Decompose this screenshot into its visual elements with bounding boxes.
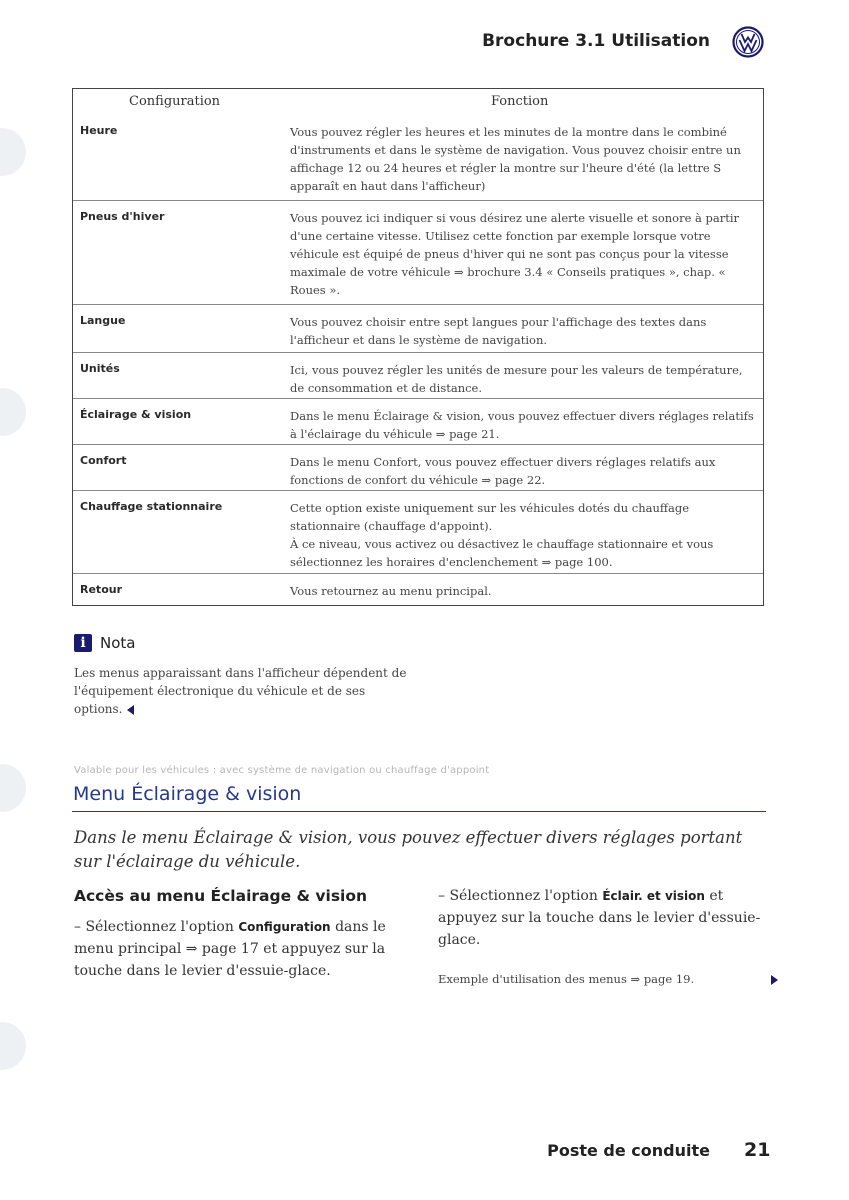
page-number: 21	[744, 1139, 771, 1161]
table-definition: Dans le menu Éclairage & vision, vous pouvez effectuer divers réglages relatifs à l'éclairage du véhicule ⇒ page 21.	[290, 409, 754, 441]
configuration-table	[72, 88, 764, 606]
table-definition: Dans le menu Confort, vous pouvez effectuer divers réglages relatifs aux fonctions de confort du véhicule ⇒ page 22.	[290, 455, 716, 487]
table-term: Confort	[80, 454, 127, 467]
section-title: Menu Éclairage & vision	[73, 783, 302, 805]
table-divider	[73, 398, 763, 399]
table-divider	[73, 490, 763, 491]
table-divider	[73, 573, 763, 574]
table-term: Retour	[80, 583, 123, 596]
step-text: – Sélectionnez l'option	[438, 888, 598, 904]
binder-hole-mark	[0, 128, 26, 176]
info-icon: i	[74, 634, 92, 652]
table-term: Langue	[80, 314, 126, 327]
binder-hole-mark	[0, 1022, 26, 1070]
table-term: Heure	[80, 124, 118, 137]
table-definition-line: Cette option existe uniquement sur les véhicules dotés du chauffage stationnaire (chauffage d'appoint).	[290, 501, 690, 533]
access-heading: Accès au menu Éclairage & vision	[74, 887, 368, 905]
table-term: Unités	[80, 362, 120, 375]
note-body: Les menus apparaissant dans l'afficheur dépendent de l'équipement électronique du véhicule et de ses options.	[74, 666, 407, 716]
step-text: – Sélectionnez l'option	[74, 919, 234, 935]
step-text: dans le menu principal ⇒ page 17 et appuyez sur la touche dans le levier d'essuie-glace.	[74, 919, 386, 979]
binder-hole-mark	[0, 764, 26, 812]
table-header-configuration: Configuration	[129, 94, 221, 109]
menu-option-label: Éclair. et vision	[602, 889, 705, 903]
validity-note: Valable pour les véhicules : avec système de navigation ou chauffage d'appoint	[74, 765, 490, 776]
table-definition	[290, 499, 760, 571]
table-divider	[73, 200, 763, 201]
table-term: Chauffage stationnaire	[80, 500, 223, 513]
table-divider	[73, 352, 763, 353]
note-heading	[74, 634, 135, 652]
table-divider	[73, 304, 763, 305]
table-definition: Vous pouvez ici indiquer si vous désirez une alerte visuelle et sonore à partir d'une certaine vitesse. Utilisez cette fonction par exemple lorsque votre véhicule est équipé de pneus d'hiver qui ne sont pas conçus pour la vitesse maximale de votre véhicule ⇒ brochure 3.4 « Conseils pratiques », chap. « Roues ».	[290, 211, 740, 297]
section-divider	[72, 811, 766, 812]
table-term: Pneus d'hiver	[80, 210, 165, 223]
table-definition: Vous pouvez régler les heures et les minutes de la montre dans le combiné d'instruments et dans le système de navigation. Vous pouvez choisir entre un affichage 12 ou 24 heures et régler la montre sur l'heure d'été (la lettre S apparaît en haut dans l'afficheur)	[290, 125, 741, 193]
header-title: Brochure 3.1 Utilisation	[482, 31, 710, 51]
note-text	[74, 664, 414, 718]
end-marker-icon	[127, 705, 134, 715]
instruction-step-2	[438, 885, 768, 951]
example-reference: Exemple d'utilisation des menus ⇒ page 19.	[438, 972, 695, 986]
binder-hole-mark	[0, 388, 26, 436]
table-definition-line: À ce niveau, vous activez ou désactivez le chauffage stationnaire et vous sélectionnez les horaires d'enclenchement ⇒ page 100.	[290, 537, 714, 569]
step-text: et appuyez sur la touche dans le levier d'essuie-glace.	[438, 888, 761, 948]
continue-arrow-icon	[771, 975, 778, 985]
vw-logo-icon	[732, 26, 764, 58]
table-definition: Vous retournez au menu principal.	[290, 584, 492, 598]
menu-option-label: Configuration	[238, 920, 331, 934]
table-divider	[73, 444, 763, 445]
table-definition: Ici, vous pouvez régler les unités de mesure pour les valeurs de température, de consommation et de distance.	[290, 363, 743, 395]
section-intro: Dans le menu Éclairage & vision, vous pouvez effectuer divers réglages portant sur l'éclairage du véhicule.	[74, 828, 743, 871]
note-title: Nota	[100, 634, 136, 652]
table-definition: Vous pouvez choisir entre sept langues pour l'affichage des textes dans l'afficheur et dans le système de navigation.	[290, 315, 707, 347]
footer-label: Poste de conduite	[547, 1141, 710, 1160]
table-header-fonction: Fonction	[491, 94, 549, 109]
table-term: Éclairage & vision	[80, 408, 192, 421]
instruction-step-1	[74, 916, 414, 982]
